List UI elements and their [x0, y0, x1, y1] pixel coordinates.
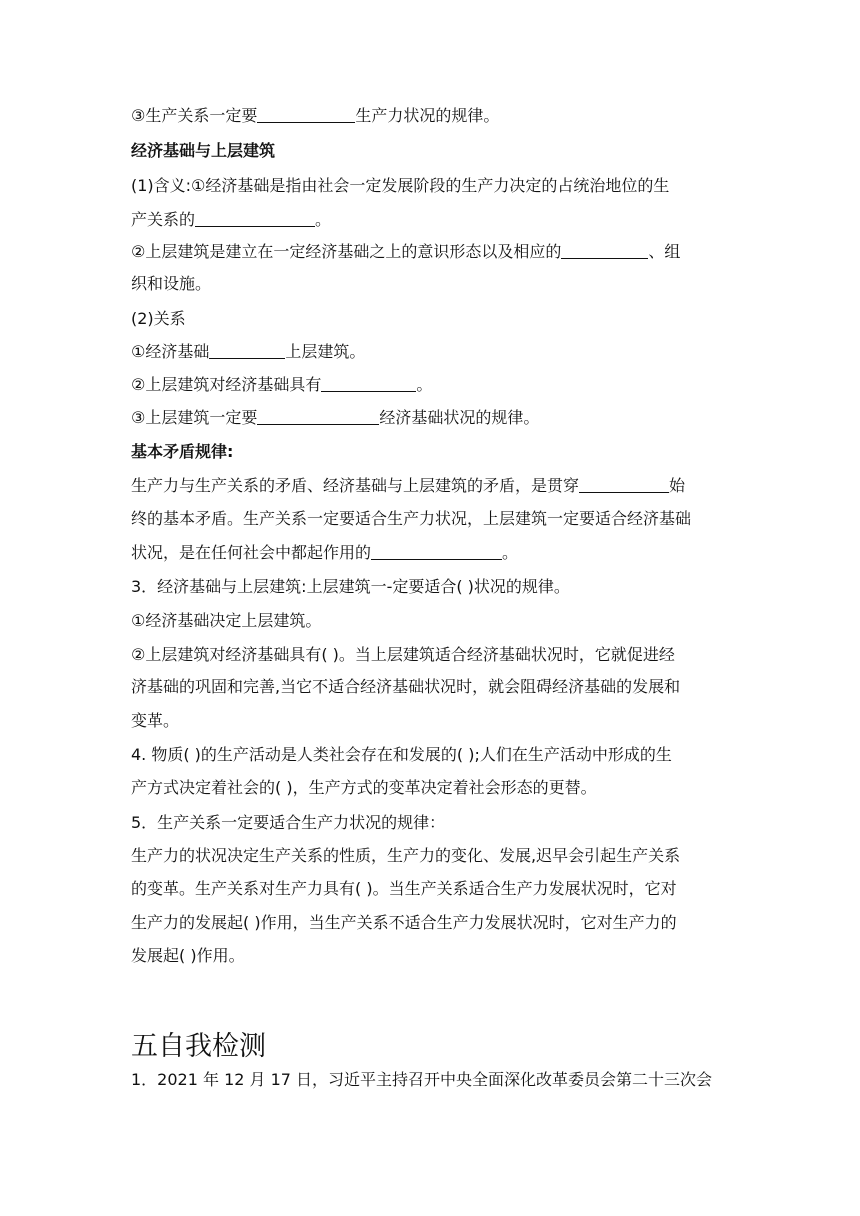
text-line	[131, 341, 365, 363]
text-line	[131, 374, 432, 396]
fill-blank	[195, 210, 315, 227]
text-line: 织和设施。	[131, 274, 212, 293]
text-segment: ①经济基础	[131, 342, 210, 361]
text-line: 生产力的状况决定生产关系的性质，生产力的变化、发展,迟早会引起生产关系	[131, 846, 681, 865]
text-segment: ③生产关系一定要	[131, 106, 258, 125]
text-segment: 生产力状况的规律。	[355, 106, 500, 125]
text-line: 终的基本矛盾。生产关系一定要适合生产力状况，上层建筑一定要适合经济基础	[131, 509, 692, 528]
fill-blank	[561, 242, 648, 259]
section-heading: 经济基础与上层建筑	[131, 141, 276, 160]
text-line: 1．2021 年 12 月 17 日，习近平主持召开中央全面深化改革委员会第二十三次会	[131, 1070, 713, 1089]
text-line: 发展起( )作用。	[131, 946, 245, 965]
text-line	[131, 407, 539, 429]
text-line: (2)关系	[131, 309, 186, 328]
text-line	[131, 241, 680, 263]
text-segment: 。	[416, 375, 433, 394]
text-segment: 始	[669, 476, 686, 495]
fill-blank	[321, 375, 416, 392]
text-line: 的变革。生产关系对生产力具有( )。当生产关系适合生产力发展状况时，它对	[131, 879, 677, 898]
text-line	[131, 105, 499, 127]
section-title: 五自我检测	[131, 1031, 266, 1062]
text-line: 3．经济基础与上层建筑:上层建筑一-定要适合( )状况的规律。	[131, 577, 570, 596]
text-segment: 。	[502, 543, 519, 562]
fill-blank	[257, 408, 379, 425]
text-segment: 经济基础状况的规律。	[379, 408, 540, 427]
text-line: ①经济基础决定上层建筑。	[131, 611, 322, 630]
text-segment: 。	[315, 210, 332, 229]
text-line: (1)含义:①经济基础是指由社会一定发展阶段的生产力决定的占统治地位的生	[131, 176, 670, 195]
text-line	[131, 475, 685, 497]
text-segment: 生产力与生产关系的矛盾、经济基础与上层建筑的矛盾，是贯穿	[131, 476, 580, 495]
text-segment: ③上层建筑一定要	[131, 408, 258, 427]
text-line: ②上层建筑对经济基础具有( )。当上层建筑适合经济基础状况时，它就促进经	[131, 645, 675, 664]
text-line: 4. 物质( )的生产活动是人类社会存在和发展的( );人们在生产活动中形成的生	[131, 745, 672, 764]
fill-blank	[209, 342, 285, 359]
fill-blank	[371, 543, 502, 560]
section-heading: 基本矛盾规律:	[131, 442, 234, 461]
text-line	[131, 542, 518, 564]
text-line: 济基础的巩固和完善,当它不适合经济基础状况时，就会阻碍经济基础的发展和	[131, 677, 681, 696]
fill-blank	[579, 476, 669, 493]
text-line: 生产力的发展起( )作用，当生产关系不适合生产力发展状况时，它对生产力的	[131, 913, 677, 932]
text-line: 5．生产关系一定要适合生产力状况的规律：	[131, 813, 446, 832]
text-segment: 产关系的	[131, 210, 196, 229]
text-segment: 、组	[648, 242, 681, 261]
text-segment: 上层建筑。	[285, 342, 366, 361]
fill-blank	[257, 106, 355, 123]
text-line: 产方式决定着社会的( )，生产方式的变革决定着社会形态的更替。	[131, 778, 597, 797]
text-segment: ②上层建筑对经济基础具有	[131, 375, 322, 394]
text-line: 变革。	[131, 711, 180, 730]
text-line	[131, 209, 331, 231]
text-segment: 状况，是在任何社会中都起作用的	[131, 543, 372, 562]
text-segment: ②上层建筑是建立在一定经济基础之上的意识形态以及相应的	[131, 242, 562, 261]
